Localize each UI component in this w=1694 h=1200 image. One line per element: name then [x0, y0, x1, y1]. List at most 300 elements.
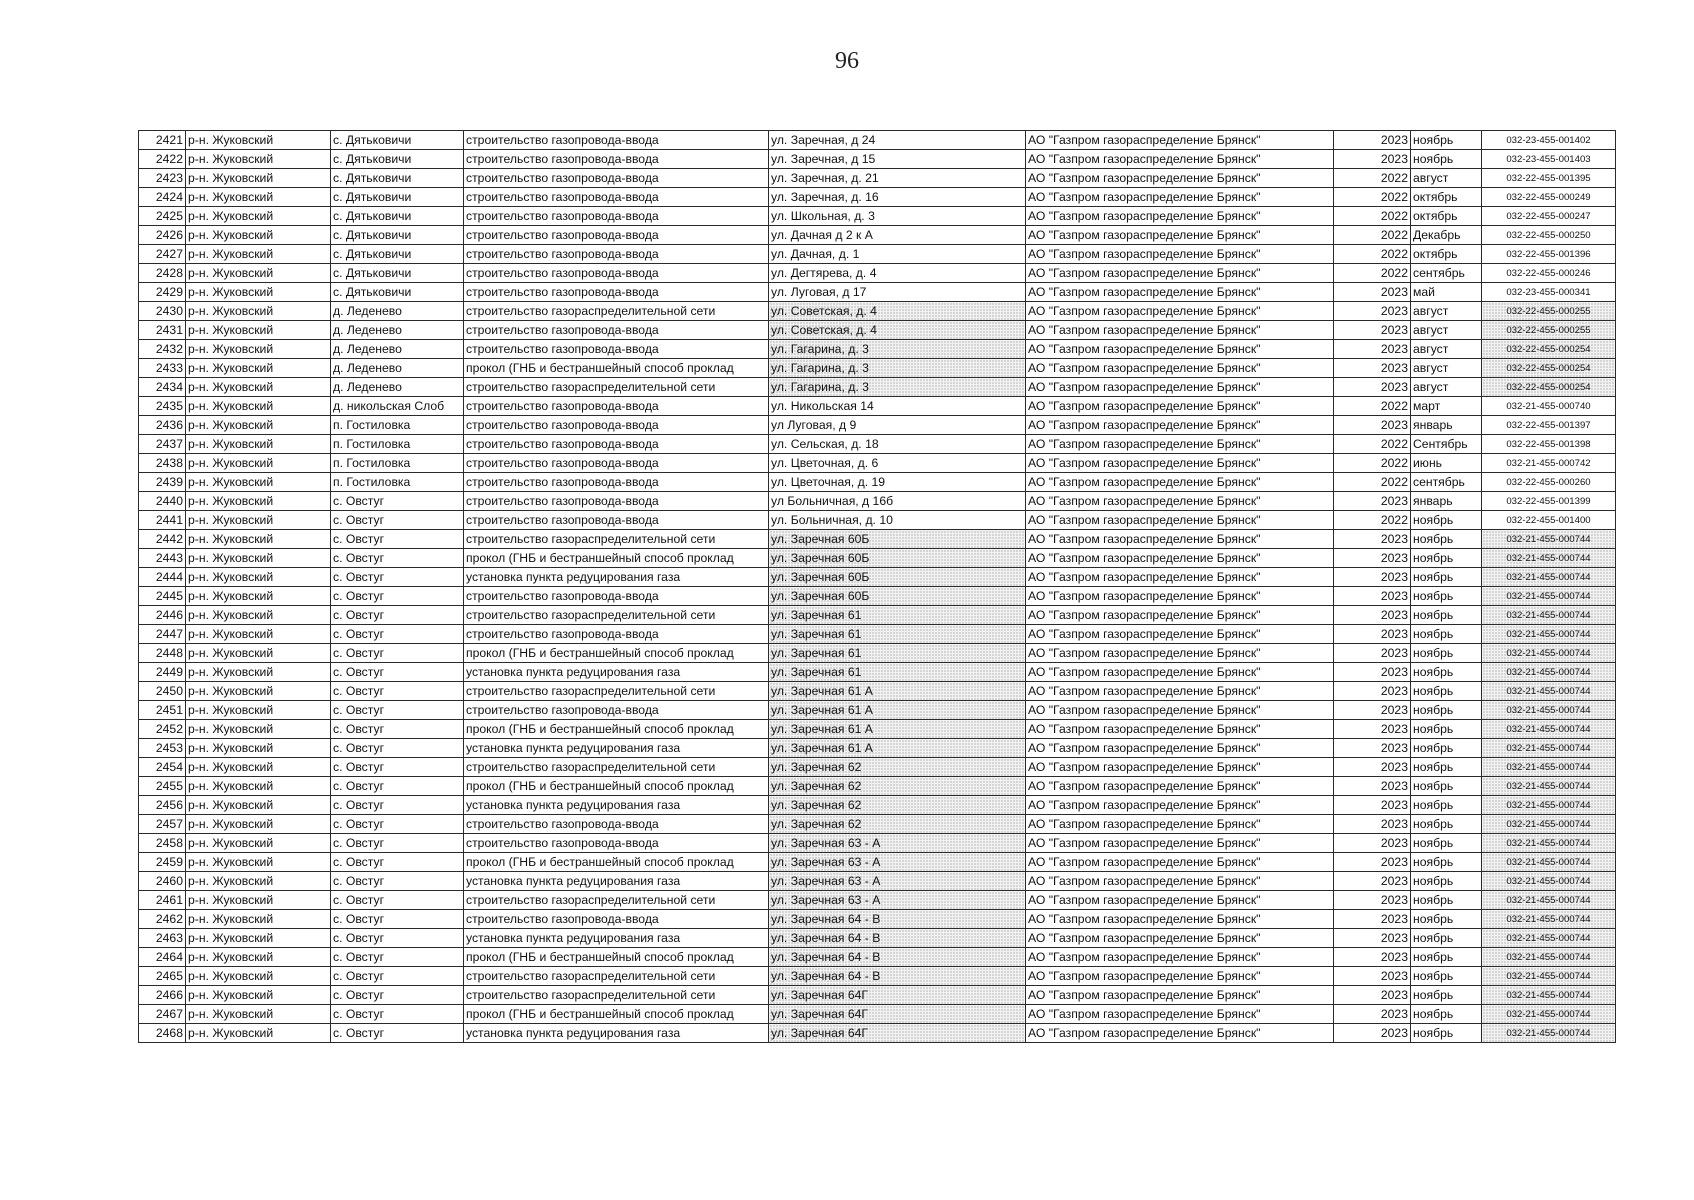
code-cell: 032-21-455-000744	[1482, 834, 1616, 853]
code-cell: 032-21-455-000744	[1482, 872, 1616, 891]
table-row	[139, 169, 1616, 188]
work-type-cell: строительство газопровода-ввода	[464, 321, 769, 340]
district-cell: р-н. Жуковский	[186, 986, 331, 1005]
year-cell: 2023	[1334, 359, 1411, 378]
address-cell: ул. Заречная 64 - В	[769, 948, 1026, 967]
organization-cell: АО "Газпром газораспределение Брянск"	[1026, 815, 1334, 834]
code-cell: 032-22-455-001396	[1482, 245, 1616, 264]
code-cell: 032-22-455-000250	[1482, 226, 1616, 245]
address-cell: ул. Заречная 60Б	[769, 587, 1026, 606]
settlement-cell: д. никольская Слоб	[331, 397, 464, 416]
work-type-cell: строительство газораспределительной сети	[464, 530, 769, 549]
month-cell: ноябрь	[1411, 834, 1482, 853]
work-type-cell: строительство газопровода-ввода	[464, 340, 769, 359]
row-number-cell: 2432	[139, 340, 186, 359]
district-cell: р-н. Жуковский	[186, 169, 331, 188]
work-type-cell: строительство газопровода-ввода	[464, 207, 769, 226]
month-cell: август	[1411, 169, 1482, 188]
district-cell: р-н. Жуковский	[186, 454, 331, 473]
work-type-cell: строительство газораспределительной сети	[464, 302, 769, 321]
district-cell: р-н. Жуковский	[186, 473, 331, 492]
code-cell: 032-21-455-000744	[1482, 720, 1616, 739]
month-cell: ноябрь	[1411, 1024, 1482, 1043]
table-row	[139, 302, 1616, 321]
row-number-cell: 2438	[139, 454, 186, 473]
work-type-cell: строительство газопровода-ввода	[464, 283, 769, 302]
settlement-cell: с. Овстуг	[331, 549, 464, 568]
district-cell: р-н. Жуковский	[186, 777, 331, 796]
row-number-cell: 2464	[139, 948, 186, 967]
table-row	[139, 720, 1616, 739]
work-type-cell: строительство газопровода-ввода	[464, 587, 769, 606]
work-type-cell: строительство газораспределительной сети	[464, 758, 769, 777]
settlement-cell: п. Гостиловка	[331, 473, 464, 492]
code-cell: 032-22-455-000254	[1482, 340, 1616, 359]
row-number-cell: 2441	[139, 511, 186, 530]
year-cell: 2023	[1334, 321, 1411, 340]
registry-table	[138, 130, 1616, 1043]
month-cell: ноябрь	[1411, 948, 1482, 967]
settlement-cell: с. Овстуг	[331, 853, 464, 872]
organization-cell: АО "Газпром газораспределение Брянск"	[1026, 264, 1334, 283]
district-cell: р-н. Жуковский	[186, 150, 331, 169]
district-cell: р-н. Жуковский	[186, 264, 331, 283]
row-number-cell: 2445	[139, 587, 186, 606]
year-cell: 2023	[1334, 777, 1411, 796]
address-cell: ул. Заречная 61	[769, 625, 1026, 644]
table-row	[139, 492, 1616, 511]
row-number-cell: 2425	[139, 207, 186, 226]
code-cell: 032-21-455-000744	[1482, 929, 1616, 948]
district-cell: р-н. Жуковский	[186, 226, 331, 245]
address-cell: ул Больничная, д 16б	[769, 492, 1026, 511]
address-cell: ул. Заречная 62	[769, 815, 1026, 834]
year-cell: 2022	[1334, 169, 1411, 188]
work-type-cell: прокол (ГНБ и бестраншейный способ проклад	[464, 948, 769, 967]
row-number-cell: 2452	[139, 720, 186, 739]
address-cell: ул. Заречная, д. 21	[769, 169, 1026, 188]
address-cell: ул. Больничная, д. 10	[769, 511, 1026, 530]
year-cell: 2023	[1334, 568, 1411, 587]
district-cell: р-н. Жуковский	[186, 606, 331, 625]
month-cell: март	[1411, 397, 1482, 416]
month-cell: ноябрь	[1411, 568, 1482, 587]
row-number-cell: 2435	[139, 397, 186, 416]
year-cell: 2023	[1334, 625, 1411, 644]
month-cell: Декабрь	[1411, 226, 1482, 245]
year-cell: 2023	[1334, 530, 1411, 549]
organization-cell: АО "Газпром газораспределение Брянск"	[1026, 321, 1334, 340]
work-type-cell: строительство газораспределительной сети	[464, 986, 769, 1005]
organization-cell: АО "Газпром газораспределение Брянск"	[1026, 416, 1334, 435]
row-number-cell: 2450	[139, 682, 186, 701]
year-cell: 2023	[1334, 1005, 1411, 1024]
district-cell: р-н. Жуковский	[186, 644, 331, 663]
settlement-cell: с. Овстуг	[331, 663, 464, 682]
month-cell: ноябрь	[1411, 663, 1482, 682]
settlement-cell: п. Гостиловка	[331, 435, 464, 454]
month-cell: ноябрь	[1411, 150, 1482, 169]
organization-cell: АО "Газпром газораспределение Брянск"	[1026, 986, 1334, 1005]
settlement-cell: с. Овстуг	[331, 1005, 464, 1024]
year-cell: 2023	[1334, 720, 1411, 739]
address-cell: ул. Заречная 61	[769, 663, 1026, 682]
address-cell: ул. Заречная 64Г	[769, 1005, 1026, 1024]
year-cell: 2023	[1334, 644, 1411, 663]
organization-cell: АО "Газпром газораспределение Брянск"	[1026, 530, 1334, 549]
organization-cell: АО "Газпром газораспределение Брянск"	[1026, 967, 1334, 986]
table-row	[139, 815, 1616, 834]
month-cell: ноябрь	[1411, 587, 1482, 606]
month-cell: ноябрь	[1411, 929, 1482, 948]
month-cell: ноябрь	[1411, 910, 1482, 929]
year-cell: 2023	[1334, 302, 1411, 321]
address-cell: ул. Заречная 62	[769, 796, 1026, 815]
work-type-cell: строительство газораспределительной сети	[464, 891, 769, 910]
row-number-cell: 2443	[139, 549, 186, 568]
organization-cell: АО "Газпром газораспределение Брянск"	[1026, 359, 1334, 378]
month-cell: Сентябрь	[1411, 435, 1482, 454]
table-row	[139, 207, 1616, 226]
organization-cell: АО "Газпром газораспределение Брянск"	[1026, 435, 1334, 454]
month-cell: ноябрь	[1411, 606, 1482, 625]
month-cell: ноябрь	[1411, 625, 1482, 644]
address-cell: ул. Заречная, д. 16	[769, 188, 1026, 207]
district-cell: р-н. Жуковский	[186, 739, 331, 758]
work-type-cell: установка пункта редуцирования газа	[464, 796, 769, 815]
settlement-cell: д. Леденево	[331, 321, 464, 340]
organization-cell: АО "Газпром газораспределение Брянск"	[1026, 511, 1334, 530]
code-cell: 032-21-455-000744	[1482, 891, 1616, 910]
settlement-cell: д. Леденево	[331, 340, 464, 359]
row-number-cell: 2424	[139, 188, 186, 207]
work-type-cell: строительство газопровода-ввода	[464, 169, 769, 188]
address-cell: ул. Заречная 61 А	[769, 739, 1026, 758]
work-type-cell: строительство газопровода-ввода	[464, 511, 769, 530]
settlement-cell: с. Овстуг	[331, 606, 464, 625]
work-type-cell: строительство газопровода-ввода	[464, 701, 769, 720]
work-type-cell: установка пункта редуцирования газа	[464, 929, 769, 948]
work-type-cell: строительство газораспределительной сети	[464, 967, 769, 986]
settlement-cell: с. Дятьковичи	[331, 245, 464, 264]
month-cell: ноябрь	[1411, 549, 1482, 568]
address-cell: ул. Заречная 61 А	[769, 720, 1026, 739]
district-cell: р-н. Жуковский	[186, 815, 331, 834]
code-cell: 032-21-455-000744	[1482, 910, 1616, 929]
month-cell: ноябрь	[1411, 758, 1482, 777]
code-cell: 032-21-455-000742	[1482, 454, 1616, 473]
month-cell: июнь	[1411, 454, 1482, 473]
code-cell: 032-21-455-000744	[1482, 587, 1616, 606]
work-type-cell: строительство газораспределительной сети	[464, 378, 769, 397]
settlement-cell: с. Дятьковичи	[331, 188, 464, 207]
organization-cell: АО "Газпром газораспределение Брянск"	[1026, 473, 1334, 492]
district-cell: р-н. Жуковский	[186, 549, 331, 568]
row-number-cell: 2426	[139, 226, 186, 245]
district-cell: р-н. Жуковский	[186, 682, 331, 701]
month-cell: ноябрь	[1411, 720, 1482, 739]
code-cell: 032-22-455-001395	[1482, 169, 1616, 188]
address-cell: ул. Заречная 63 - А	[769, 834, 1026, 853]
row-number-cell: 2466	[139, 986, 186, 1005]
table-row	[139, 663, 1616, 682]
code-cell: 032-21-455-000744	[1482, 606, 1616, 625]
table-row	[139, 948, 1616, 967]
settlement-cell: с. Овстуг	[331, 1024, 464, 1043]
address-cell: ул. Гагарина, д. 3	[769, 378, 1026, 397]
organization-cell: АО "Газпром газораспределение Брянск"	[1026, 701, 1334, 720]
month-cell: январь	[1411, 416, 1482, 435]
organization-cell: АО "Газпром газораспределение Брянск"	[1026, 454, 1334, 473]
district-cell: р-н. Жуковский	[186, 834, 331, 853]
month-cell: октябрь	[1411, 207, 1482, 226]
code-cell: 032-22-455-001398	[1482, 435, 1616, 454]
table-row	[139, 910, 1616, 929]
work-type-cell: прокол (ГНБ и бестраншейный способ проклад	[464, 853, 769, 872]
organization-cell: АО "Газпром газораспределение Брянск"	[1026, 207, 1334, 226]
row-number-cell: 2447	[139, 625, 186, 644]
year-cell: 2023	[1334, 948, 1411, 967]
district-cell: р-н. Жуковский	[186, 359, 331, 378]
row-number-cell: 2440	[139, 492, 186, 511]
work-type-cell: строительство газопровода-ввода	[464, 188, 769, 207]
code-cell: 032-21-455-000744	[1482, 986, 1616, 1005]
year-cell: 2023	[1334, 1024, 1411, 1043]
organization-cell: АО "Газпром газораспределение Брянск"	[1026, 131, 1334, 150]
district-cell: р-н. Жуковский	[186, 910, 331, 929]
work-type-cell: прокол (ГНБ и бестраншейный способ проклад	[464, 1005, 769, 1024]
settlement-cell: д. Леденево	[331, 378, 464, 397]
year-cell: 2023	[1334, 853, 1411, 872]
work-type-cell: строительство газопровода-ввода	[464, 150, 769, 169]
code-cell: 032-21-455-000744	[1482, 796, 1616, 815]
district-cell: р-н. Жуковский	[186, 283, 331, 302]
row-number-cell: 2444	[139, 568, 186, 587]
table-row	[139, 473, 1616, 492]
year-cell: 2022	[1334, 511, 1411, 530]
year-cell: 2022	[1334, 188, 1411, 207]
row-number-cell: 2459	[139, 853, 186, 872]
code-cell: 032-21-455-000740	[1482, 397, 1616, 416]
work-type-cell: установка пункта редуцирования газа	[464, 1024, 769, 1043]
settlement-cell: с. Овстуг	[331, 967, 464, 986]
settlement-cell: с. Овстуг	[331, 720, 464, 739]
settlement-cell: с. Овстуг	[331, 777, 464, 796]
address-cell: ул. Дегтярева, д. 4	[769, 264, 1026, 283]
code-cell: 032-21-455-000744	[1482, 739, 1616, 758]
address-cell: ул. Заречная, д 15	[769, 150, 1026, 169]
month-cell: ноябрь	[1411, 530, 1482, 549]
table-row	[139, 625, 1616, 644]
month-cell: январь	[1411, 492, 1482, 511]
month-cell: май	[1411, 283, 1482, 302]
table-body	[139, 131, 1616, 1043]
address-cell: ул. Цветочная, д. 6	[769, 454, 1026, 473]
work-type-cell: строительство газопровода-ввода	[464, 131, 769, 150]
row-number-cell: 2457	[139, 815, 186, 834]
organization-cell: АО "Газпром газораспределение Брянск"	[1026, 1005, 1334, 1024]
district-cell: р-н. Жуковский	[186, 416, 331, 435]
year-cell: 2023	[1334, 986, 1411, 1005]
row-number-cell: 2462	[139, 910, 186, 929]
organization-cell: АО "Газпром газораспределение Брянск"	[1026, 720, 1334, 739]
organization-cell: АО "Газпром газораспределение Брянск"	[1026, 625, 1334, 644]
row-number-cell: 2427	[139, 245, 186, 264]
address-cell: ул. Школьная, д. 3	[769, 207, 1026, 226]
settlement-cell: п. Гостиловка	[331, 454, 464, 473]
year-cell: 2023	[1334, 739, 1411, 758]
code-cell: 032-22-455-000247	[1482, 207, 1616, 226]
settlement-cell: с. Дятьковичи	[331, 207, 464, 226]
row-number-cell: 2455	[139, 777, 186, 796]
organization-cell: АО "Газпром газораспределение Брянск"	[1026, 948, 1334, 967]
organization-cell: АО "Газпром газораспределение Брянск"	[1026, 872, 1334, 891]
code-cell: 032-21-455-000744	[1482, 644, 1616, 663]
district-cell: р-н. Жуковский	[186, 131, 331, 150]
address-cell: ул Луговая, д 9	[769, 416, 1026, 435]
organization-cell: АО "Газпром газораспределение Брянск"	[1026, 587, 1334, 606]
district-cell: р-н. Жуковский	[186, 948, 331, 967]
code-cell: 032-21-455-000744	[1482, 663, 1616, 682]
year-cell: 2023	[1334, 872, 1411, 891]
row-number-cell: 2434	[139, 378, 186, 397]
organization-cell: АО "Газпром газораспределение Брянск"	[1026, 929, 1334, 948]
settlement-cell: с. Овстуг	[331, 891, 464, 910]
organization-cell: АО "Газпром газораспределение Брянск"	[1026, 644, 1334, 663]
year-cell: 2023	[1334, 150, 1411, 169]
district-cell: р-н. Жуковский	[186, 701, 331, 720]
row-number-cell: 2422	[139, 150, 186, 169]
row-number-cell: 2431	[139, 321, 186, 340]
year-cell: 2023	[1334, 549, 1411, 568]
address-cell: ул. Заречная 60Б	[769, 530, 1026, 549]
row-number-cell: 2430	[139, 302, 186, 321]
settlement-cell: с. Овстуг	[331, 530, 464, 549]
year-cell: 2023	[1334, 796, 1411, 815]
row-number-cell: 2463	[139, 929, 186, 948]
code-cell: 032-21-455-000744	[1482, 682, 1616, 701]
code-cell: 032-21-455-000744	[1482, 625, 1616, 644]
code-cell: 032-21-455-000744	[1482, 777, 1616, 796]
organization-cell: АО "Газпром газораспределение Брянск"	[1026, 283, 1334, 302]
address-cell: ул. Заречная, д 24	[769, 131, 1026, 150]
code-cell: 032-21-455-000744	[1482, 1024, 1616, 1043]
address-cell: ул. Заречная 63 - А	[769, 853, 1026, 872]
row-number-cell: 2453	[139, 739, 186, 758]
work-type-cell: строительство газопровода-ввода	[464, 416, 769, 435]
settlement-cell: с. Овстуг	[331, 815, 464, 834]
work-type-cell: строительство газораспределительной сети	[464, 606, 769, 625]
settlement-cell: с. Овстуг	[331, 872, 464, 891]
district-cell: р-н. Жуковский	[186, 853, 331, 872]
code-cell: 032-21-455-000744	[1482, 948, 1616, 967]
work-type-cell: прокол (ГНБ и бестраншейный способ проклад	[464, 720, 769, 739]
work-type-cell: строительство газопровода-ввода	[464, 397, 769, 416]
year-cell: 2022	[1334, 454, 1411, 473]
row-number-cell: 2436	[139, 416, 186, 435]
year-cell: 2023	[1334, 967, 1411, 986]
month-cell: сентябрь	[1411, 473, 1482, 492]
table-row	[139, 435, 1616, 454]
address-cell: ул. Гагарина, д. 3	[769, 340, 1026, 359]
organization-cell: АО "Газпром газораспределение Брянск"	[1026, 606, 1334, 625]
address-cell: ул. Заречная 64Г	[769, 986, 1026, 1005]
year-cell: 2023	[1334, 587, 1411, 606]
month-cell: ноябрь	[1411, 872, 1482, 891]
row-number-cell: 2446	[139, 606, 186, 625]
table-row	[139, 929, 1616, 948]
row-number-cell: 2421	[139, 131, 186, 150]
work-type-cell: строительство газопровода-ввода	[464, 245, 769, 264]
work-type-cell: строительство газопровода-ввода	[464, 473, 769, 492]
district-cell: р-н. Жуковский	[186, 587, 331, 606]
organization-cell: АО "Газпром газораспределение Брянск"	[1026, 150, 1334, 169]
address-cell: ул. Заречная 64Г	[769, 1024, 1026, 1043]
row-number-cell: 2449	[139, 663, 186, 682]
code-cell: 032-21-455-000744	[1482, 758, 1616, 777]
settlement-cell: с. Овстуг	[331, 587, 464, 606]
district-cell: р-н. Жуковский	[186, 720, 331, 739]
address-cell: ул. Заречная 61 А	[769, 701, 1026, 720]
table-row	[139, 682, 1616, 701]
year-cell: 2023	[1334, 910, 1411, 929]
organization-cell: АО "Газпром газораспределение Брянск"	[1026, 853, 1334, 872]
table-row	[139, 891, 1616, 910]
address-cell: ул. Заречная 60Б	[769, 568, 1026, 587]
organization-cell: АО "Газпром газораспределение Брянск"	[1026, 378, 1334, 397]
settlement-cell: с. Овстуг	[331, 948, 464, 967]
address-cell: ул. Гагарина, д. 3	[769, 359, 1026, 378]
organization-cell: АО "Газпром газораспределение Брянск"	[1026, 226, 1334, 245]
row-number-cell: 2448	[139, 644, 186, 663]
code-cell: 032-23-455-001403	[1482, 150, 1616, 169]
district-cell: р-н. Жуковский	[186, 321, 331, 340]
district-cell: р-н. Жуковский	[186, 492, 331, 511]
code-cell: 032-22-455-000255	[1482, 302, 1616, 321]
code-cell: 032-23-455-001402	[1482, 131, 1616, 150]
table-row	[139, 321, 1616, 340]
district-cell: р-н. Жуковский	[186, 663, 331, 682]
year-cell: 2022	[1334, 397, 1411, 416]
code-cell: 032-22-455-000249	[1482, 188, 1616, 207]
address-cell: ул. Заречная 60Б	[769, 549, 1026, 568]
code-cell: 032-23-455-000341	[1482, 283, 1616, 302]
address-cell: ул. Заречная 63 - А	[769, 872, 1026, 891]
table-row	[139, 378, 1616, 397]
code-cell: 032-22-455-001399	[1482, 492, 1616, 511]
code-cell: 032-22-455-000254	[1482, 378, 1616, 397]
settlement-cell: с. Овстуг	[331, 625, 464, 644]
code-cell: 032-22-455-001397	[1482, 416, 1616, 435]
organization-cell: АО "Газпром газораспределение Брянск"	[1026, 169, 1334, 188]
table-row	[139, 796, 1616, 815]
month-cell: август	[1411, 340, 1482, 359]
address-cell: ул. Советская, д. 4	[769, 321, 1026, 340]
month-cell: ноябрь	[1411, 967, 1482, 986]
code-cell: 032-22-455-000260	[1482, 473, 1616, 492]
year-cell: 2023	[1334, 682, 1411, 701]
address-cell: ул. Заречная 61 А	[769, 682, 1026, 701]
address-cell: ул. Заречная 61	[769, 644, 1026, 663]
year-cell: 2023	[1334, 834, 1411, 853]
row-number-cell: 2433	[139, 359, 186, 378]
district-cell: р-н. Жуковский	[186, 625, 331, 644]
work-type-cell: прокол (ГНБ и бестраншейный способ проклад	[464, 644, 769, 663]
address-cell: ул. Заречная 61	[769, 606, 1026, 625]
settlement-cell: с. Овстуг	[331, 910, 464, 929]
settlement-cell: с. Овстуг	[331, 758, 464, 777]
table-row	[139, 606, 1616, 625]
